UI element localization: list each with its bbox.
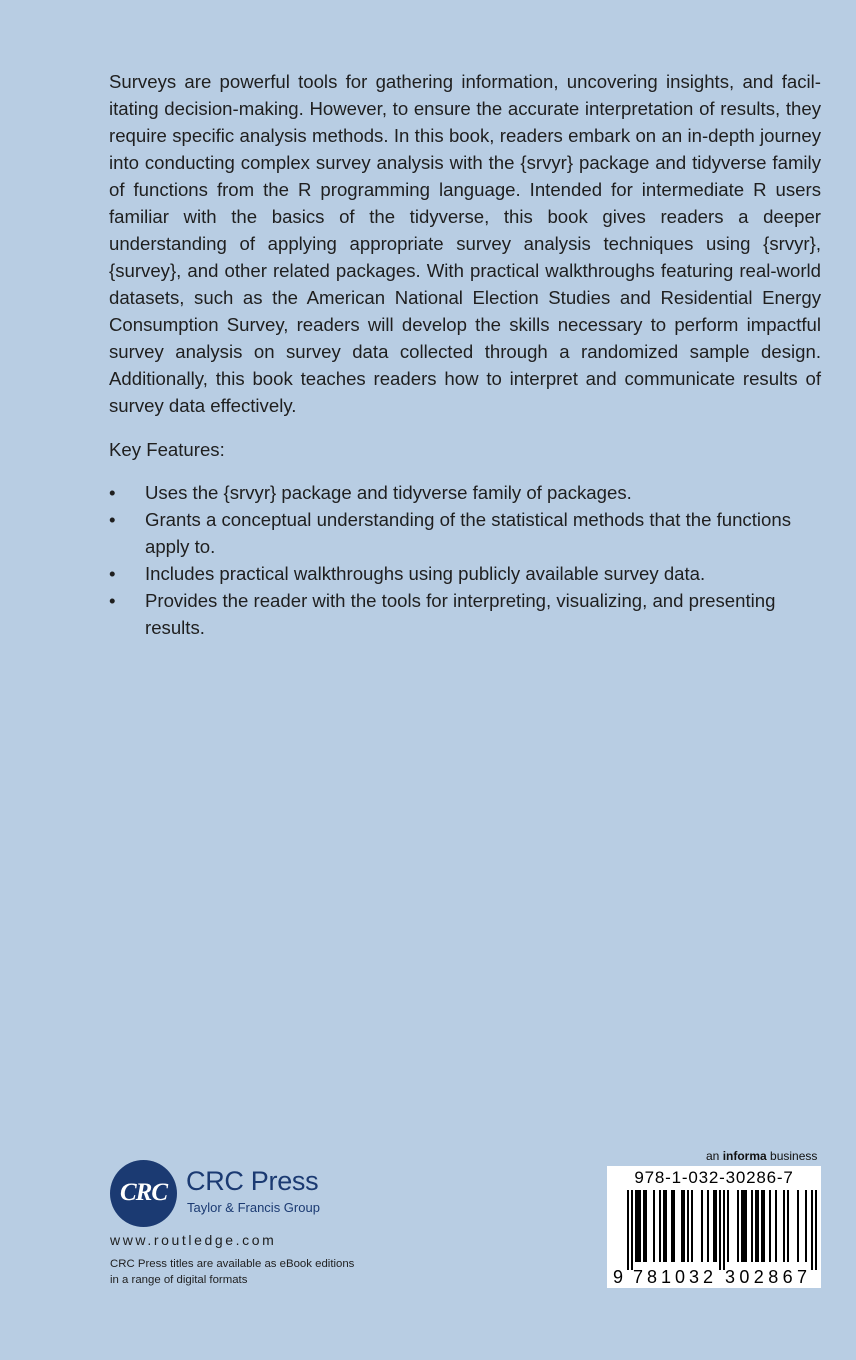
barcode-bar xyxy=(701,1190,703,1262)
barcode-bar xyxy=(671,1190,673,1262)
barcode-bar xyxy=(769,1190,771,1262)
barcode-bar xyxy=(653,1190,655,1262)
barcode-bar xyxy=(783,1190,785,1262)
feature-text: Grants a conceptual understanding of the statistical methods that the functions apply to. xyxy=(145,509,792,557)
barcode-bar xyxy=(687,1190,689,1262)
barcode-bar xyxy=(811,1190,813,1270)
barcode-bar xyxy=(797,1190,799,1262)
isbn-barcode xyxy=(607,1166,821,1288)
crc-logo-text: CRC xyxy=(119,1179,168,1206)
barcode-bar xyxy=(815,1190,817,1270)
bullet-icon: • xyxy=(109,509,116,530)
barcode-graphic xyxy=(607,1166,821,1288)
barcode-bar xyxy=(737,1190,739,1262)
barcode-bar xyxy=(659,1190,661,1262)
feature-text: Uses the {srvyr} package and tidyverse family of packages. xyxy=(145,482,632,503)
isbn-right-group: 302867 xyxy=(725,1267,807,1287)
barcode-bar xyxy=(757,1190,759,1262)
barcode-bar xyxy=(683,1190,685,1262)
ebook-note-line: CRC Press titles are available as eBook editions xyxy=(110,1258,355,1270)
barcode-bar xyxy=(713,1190,715,1262)
barcode-bar xyxy=(741,1190,743,1262)
isbn-number: 978-1-032-30286-7 xyxy=(634,1168,794,1187)
barcode-bar xyxy=(805,1190,807,1262)
ebook-note xyxy=(110,1256,390,1288)
isbn-left-group: 781032 xyxy=(633,1267,713,1287)
barcode-bar xyxy=(639,1190,641,1262)
barcode-bar xyxy=(745,1190,747,1262)
bullet-icon: • xyxy=(109,482,116,503)
barcode-bar xyxy=(635,1190,637,1262)
barcode-bar xyxy=(751,1190,753,1262)
key-features-list xyxy=(109,479,821,641)
publisher-website[interactable]: www.routledge.com xyxy=(110,1232,277,1248)
ebook-note-line: in a range of digital formats xyxy=(110,1274,248,1286)
barcode-bar xyxy=(627,1190,629,1270)
barcode-bar xyxy=(673,1190,675,1262)
barcode-bar xyxy=(719,1190,721,1270)
barcode-bar xyxy=(787,1190,789,1262)
bullet-icon: • xyxy=(109,590,116,611)
barcode-bar xyxy=(755,1190,757,1262)
barcode-bar xyxy=(631,1190,633,1270)
feature-text: Includes practical walkthroughs using publicly available survey data. xyxy=(145,563,706,584)
barcode-bar xyxy=(727,1190,729,1262)
informa-brand: informa xyxy=(722,1149,767,1163)
feature-text: Provides the reader with the tools for interpreting, visualizing, and presenting results. xyxy=(145,590,776,638)
barcode-bar xyxy=(691,1190,693,1262)
barcode-bar xyxy=(707,1190,709,1262)
barcode-bar xyxy=(681,1190,683,1262)
barcode-bar xyxy=(763,1190,765,1262)
list-item xyxy=(109,587,821,641)
barcode-bar xyxy=(775,1190,777,1262)
informa-suffix: business xyxy=(766,1149,818,1163)
barcode-bar xyxy=(761,1190,763,1262)
publisher-group: Taylor & Francis Group xyxy=(187,1200,320,1215)
barcode-bar xyxy=(643,1190,645,1262)
informa-prefix: an xyxy=(706,1149,723,1163)
isbn-lead-digit: 9 xyxy=(613,1267,624,1287)
barcode-bar xyxy=(645,1190,647,1262)
book-description: Surveys are powerful tools for gathering information, uncovering insights, and facilitating decision-making. However, to ensure the accurate interpretation of results, they require specific analysis methods. In this book, readers embark on an in-depth journey into conducting complex survey analysis with the {srvyr} package and tidyverse family of functions from the R programming language. Intended for intermediate R users familiar with the basics of the tidyverse, this book gives readers a deeper understanding of applying appropriate survey analysis techniques using {srvyr}, {survey}, and other related packages. With practical walkthroughs featuring real-world datasets, such as the American National Election Studies and Residential Energy Consumption Survey, readers will develop the skills necessary to perform impactful survey analysis on survey data collected through a randomized sample design. Additionally, this book teaches readers how to interpret and communicate results of survey data effectively. xyxy=(109,71,821,416)
list-item xyxy=(109,506,821,560)
list-item xyxy=(109,479,821,506)
barcode-bar xyxy=(665,1190,667,1262)
publisher-name: CRC Press xyxy=(186,1166,319,1196)
bullet-icon: • xyxy=(109,563,116,584)
barcode-bars xyxy=(627,1190,817,1270)
barcode-bar xyxy=(715,1190,717,1262)
barcode-bar xyxy=(637,1190,639,1262)
barcode-bar xyxy=(723,1190,725,1270)
barcode-bar xyxy=(743,1190,745,1262)
crc-logo-icon xyxy=(110,1160,177,1227)
key-features-heading: Key Features: xyxy=(109,439,225,460)
informa-tagline xyxy=(706,1149,817,1163)
barcode-bar xyxy=(663,1190,665,1262)
list-item xyxy=(109,560,821,587)
